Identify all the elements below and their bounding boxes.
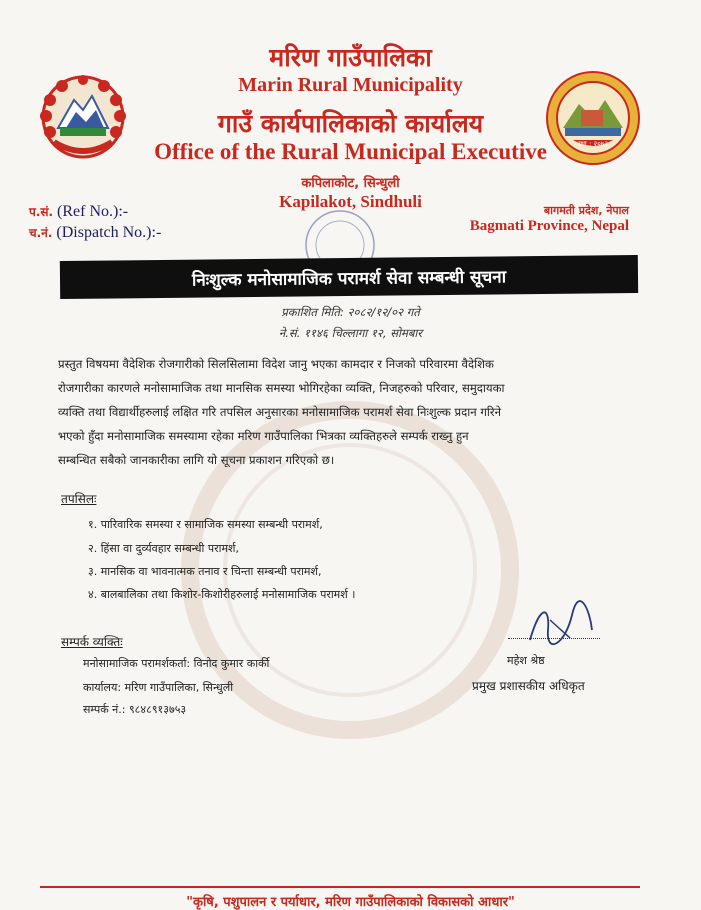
ref-no-field (29, 203, 128, 221)
dispatch-no-label: च.नं. (29, 226, 53, 240)
signature (520, 600, 600, 654)
office-name-np: गाउँ कार्यपालिकाको कार्यालय (217, 109, 484, 138)
signatory-title: प्रमुख प्रशासकीय अधिकृत (472, 679, 585, 693)
municipality-name-en: Marin Rural Municipality (238, 74, 463, 96)
footer-divider (40, 886, 640, 888)
notice-body-paragraph (58, 352, 640, 472)
address-en: Kapilakot, Sindhuli (279, 192, 422, 211)
province-np: बागमती प्रदेश, नेपाल (543, 204, 629, 217)
ref-no-label: प.सं. (29, 205, 54, 219)
dispatch-no-field (29, 224, 161, 242)
body-line: रोजगारीका कारणले मनोसामाजिक तथा मानसिक समस्या भोगिरहेका व्यक्ति, निजहरुको परिवार, समुदायका (58, 381, 505, 395)
contact-line: कार्यालय: मरिण गाउँपालिका, सिन्धुली (83, 681, 234, 694)
body-line: सम्बन्धित सबैको जानकारीका लागि यो सूचना प्रकाशन गरिएको छ। (58, 453, 335, 467)
body-line: व्यक्ति तथा विद्यार्थीहरुलाई लक्षित गरि तपसिल अनुसारका मनोसामाजिक परामर्श सेवा निःशुल्क प्रदान गरिने (58, 405, 502, 419)
body-line: भएको हुँदा मनोसामाजिक समस्यामा रहेका मरिण गाउँपालिका भित्रका व्यक्तिहरुले सम्पर्क राख्नु हुन (58, 429, 469, 443)
detail-item: १. पारिवारिक समस्या र सामाजिक समस्या सम्बन्धी परामर्श, (88, 518, 323, 531)
notice-title-banner: निःशुल्क मनोसामाजिक परामर्श सेवा सम्बन्धी सूचना (60, 255, 638, 299)
signatory-name: महेश श्रेष्ठ (507, 654, 545, 667)
detail-item: ३. मानसिक वा भावनात्मक तनाव र चिन्ता सम्बन्धी परामर्श, (88, 565, 322, 578)
municipality-name-np: मरिण गाउँपालिका (269, 43, 432, 72)
province-en: Bagmati Province, Nepal (469, 218, 629, 234)
contact-line: सम्पर्क नं.: ९८४८९१३७५३ (83, 703, 187, 716)
address-np: कपिलाकोट, सिन्धुली (301, 176, 400, 191)
office-stamp (300, 205, 380, 263)
detail-item: २. हिंसा वा दुर्व्यवहार सम्बन्धी परामर्श, (88, 542, 240, 555)
dispatch-no-text: (Dispatch No.):- (56, 224, 162, 241)
footer-motto: "कृषि, पशुपालन र पर्याधार, मरिण गाउँपालिकाको विकासको आधार" (186, 895, 515, 910)
details-heading: तपसिलः (61, 492, 97, 506)
nepal-sambat-date: ने.सं. ११४६ चिल्लागा १२, सोमबार (278, 326, 423, 340)
office-name-en: Office of the Rural Municipal Executive (154, 139, 547, 164)
contact-heading: सम्पर्क व्यक्तिः (61, 635, 123, 649)
detail-item: ४. बालबालिका तथा किशोर-किशोरीहरुलाई मनोसामाजिक परामर्श । (88, 588, 356, 601)
seal-est-text: स्था.: २०७३ (577, 140, 609, 148)
published-date: प्रकाशित मिति: २०८२/१२/०२ गते (281, 305, 420, 319)
body-line: प्रस्तुत विषयमा वैदेशिक रोजगारीको सिलसिलामा विदेश जानु भएका कामदार र निजको परिवारमा वैदेशिक (58, 357, 494, 371)
contact-line: मनोसामाजिक परामर्शकर्ता: विनोद कुमार कार्की (83, 657, 270, 670)
signature-line (508, 638, 600, 639)
ref-no-text: (Ref No.):- (57, 203, 129, 220)
